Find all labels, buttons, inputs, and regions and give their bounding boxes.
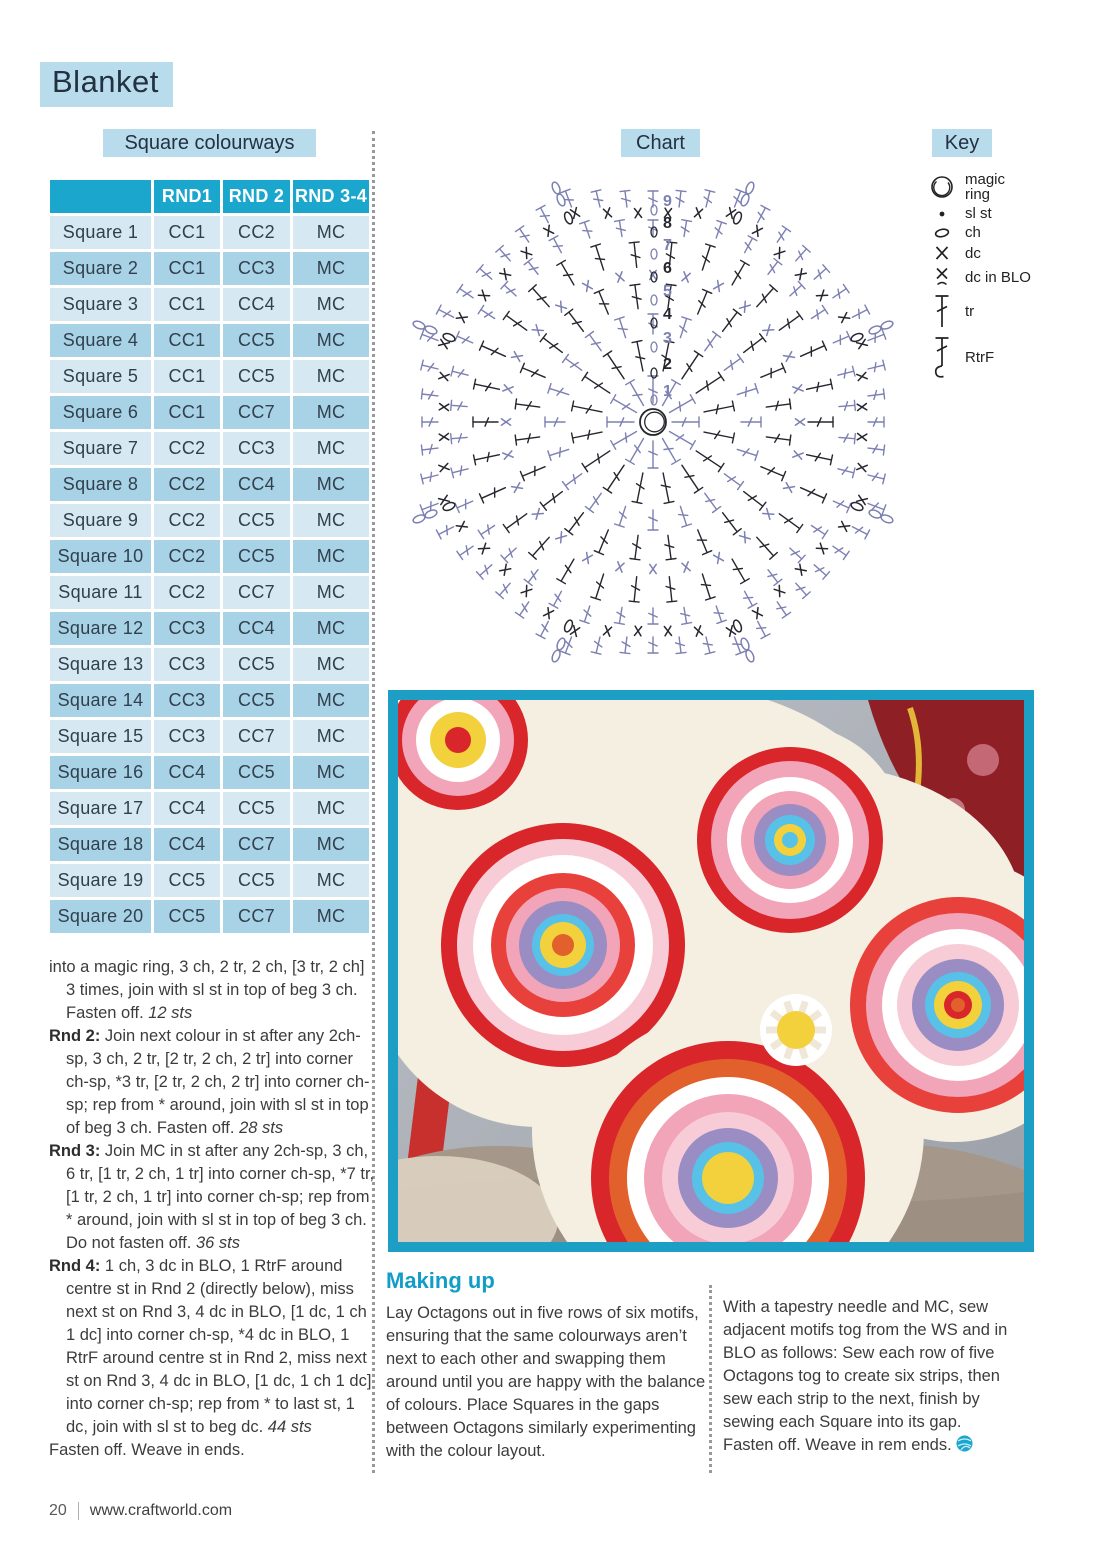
square-label-cell: Square 16 [50, 756, 151, 789]
round-number: 5 [663, 283, 672, 300]
yarn-ball-icon [956, 1435, 973, 1459]
colour-cell: CC1 [154, 216, 220, 249]
colour-cell: MC [293, 396, 369, 429]
instruction-text: 1 ch, 3 dc in BLO, 1 RtrF around centre st in Rnd 2 (directly below), miss next st on Rnd 3, 4 dc in BLO, [1 dc, 1 ch 1 dc] into corner ch-sp, *4 dc in BLO, 1 RtrF around centre st in Rnd 2, miss next st on Rnd 3, 4 dc in BLO, [1 dc, 1 ch 1 dc] into corner ch-sp; rep from * to last st, 1 dc, join with sl st to beg dc. [66, 1257, 372, 1436]
colour-cell: MC [293, 576, 369, 609]
colour-cell: MC [293, 216, 369, 249]
colour-cell: CC2 [154, 468, 220, 501]
key-item-label: dc [965, 244, 981, 262]
column-header: RND 2 [223, 180, 290, 213]
square-label-cell: Square 2 [50, 252, 151, 285]
making-up-paragraph: With a tapestry needle and MC, sew adjacent motifs tog from the WS and in BLO as follows: Sew each row of five Octagons tog to create six strips, then sew each strip to the next, finish by sewing each Square into its gap. [723, 1298, 1008, 1431]
chart-heading: Chart [621, 129, 700, 157]
page-number: 20 [49, 1502, 67, 1519]
round-number: 3 [663, 330, 672, 347]
sl-st-icon [927, 207, 957, 221]
colour-cell: CC3 [154, 648, 220, 681]
colour-cell: MC [293, 720, 369, 753]
table-row [50, 324, 369, 357]
page-footer [49, 1502, 232, 1520]
table-row [50, 252, 369, 285]
colour-cell: CC4 [223, 612, 290, 645]
website-url: www.craftworld.com [89, 1502, 233, 1519]
colour-cell: MC [293, 288, 369, 321]
colour-cell: CC5 [223, 684, 290, 717]
stitch-count: 44 sts [267, 1418, 312, 1436]
round-label: Rnd 2: [49, 1027, 101, 1045]
making-up-right-column [723, 1296, 1025, 1459]
making-up-paragraph: Lay Octagons out in five rows of six motifs, ensuring that the same colourways aren’t next to each other and swapping them around until you are happy with the balance of colours. Place Squares in the gaps between Octagons similarly experimenting with the colour layout. [386, 1304, 706, 1460]
square-label-cell: Square 7 [50, 432, 151, 465]
colour-cell: MC [293, 756, 369, 789]
key-item [927, 172, 1102, 202]
table-row [50, 360, 369, 393]
table-row [50, 216, 369, 249]
colour-cell: CC3 [154, 684, 220, 717]
blanket-photo-image [398, 700, 1024, 1242]
colour-cell: CC5 [154, 864, 220, 897]
table-row [50, 504, 369, 537]
key-item-label: ch [965, 224, 981, 241]
key-item-label: RtrF [965, 348, 995, 366]
colour-cell: MC [293, 864, 369, 897]
colour-cell: CC1 [154, 252, 220, 285]
key-item [927, 292, 1102, 330]
colour-cell: CC5 [223, 648, 290, 681]
table-row [50, 396, 369, 429]
column-header: RND1 [154, 180, 220, 213]
key-legend [927, 172, 1102, 384]
table-row [50, 756, 369, 789]
table-header-row [50, 180, 369, 213]
colour-cell: CC5 [154, 900, 220, 933]
colour-cell: CC2 [223, 216, 290, 249]
round-number: 9 [663, 193, 672, 210]
making-up-paragraph: Fasten off. Weave in rem ends. [723, 1434, 1025, 1459]
square-label-cell: Square 15 [50, 720, 151, 753]
key-heading: Key [932, 129, 992, 157]
colour-cell: CC1 [154, 324, 220, 357]
table-row [50, 648, 369, 681]
key-item [927, 225, 1102, 240]
colour-cell: CC2 [154, 540, 220, 573]
rtrf-icon [927, 334, 957, 380]
key-item-label: sl st [965, 205, 992, 222]
table-row [50, 900, 369, 933]
making-up-divider [709, 1285, 712, 1473]
colour-cell: MC [293, 612, 369, 645]
square-label-cell: Square 8 [50, 468, 151, 501]
square-label-cell: Square 11 [50, 576, 151, 609]
stitch-count: 28 sts [239, 1119, 284, 1137]
colour-cell: CC4 [154, 792, 220, 825]
round-number: 6 [663, 260, 672, 277]
colour-cell: MC [293, 684, 369, 717]
colour-cell: MC [293, 792, 369, 825]
instruction-paragraph [49, 956, 375, 1025]
colour-cell: CC5 [223, 324, 290, 357]
colour-cell: CC5 [223, 360, 290, 393]
colour-cell: MC [293, 252, 369, 285]
colourways-heading: Square colourways [103, 129, 316, 157]
corner-header [50, 180, 151, 213]
key-item [927, 266, 1102, 288]
round-number: 4 [663, 306, 672, 323]
stitch-count: 36 sts [195, 1234, 240, 1252]
square-label-cell: Square 9 [50, 504, 151, 537]
colour-cell: CC7 [223, 396, 290, 429]
colour-cell: CC4 [154, 756, 220, 789]
table-row [50, 792, 369, 825]
colour-cell: CC3 [154, 720, 220, 753]
table-row [50, 720, 369, 753]
round-label: Rnd 4: [49, 1257, 101, 1275]
crochet-chart-diagram [405, 164, 905, 679]
colour-cell: MC [293, 432, 369, 465]
colourways-table [47, 177, 372, 936]
colour-cell: CC2 [154, 504, 220, 537]
round-number: 7 [663, 237, 672, 254]
stitch-count: 12 sts [148, 1004, 193, 1022]
square-label-cell: Square 5 [50, 360, 151, 393]
key-item [927, 244, 1102, 262]
dc-blo-icon [927, 266, 957, 288]
colour-cell: CC3 [154, 612, 220, 645]
instruction-text: Join next colour in st after any 2ch-sp, 3 ch, 2 tr, [2 tr, 2 ch, 2 tr] into corner ch-sp, *3 tr, [2 tr, 2 ch, 2 tr] into corner ch-sp; rep from * around, join with sl st in top of beg 3 ch. Fasten off. [66, 1027, 370, 1137]
colour-cell: CC7 [223, 900, 290, 933]
key-item-label: tr [965, 302, 975, 320]
square-label-cell: Square 18 [50, 828, 151, 861]
colour-cell: CC1 [154, 396, 220, 429]
square-label-cell: Square 6 [50, 396, 151, 429]
colour-cell: CC2 [154, 576, 220, 609]
round-number: 2 [663, 356, 672, 373]
colour-cell: CC3 [223, 252, 290, 285]
instruction-paragraph [49, 1255, 375, 1439]
instruction-paragraph [49, 1025, 375, 1140]
colour-cell: CC1 [154, 288, 220, 321]
colour-cell: CC4 [223, 288, 290, 321]
round-label: Rnd 3: [49, 1142, 101, 1160]
colour-cell: MC [293, 828, 369, 861]
table-row [50, 684, 369, 717]
square-label-cell: Square 1 [50, 216, 151, 249]
colour-cell: CC5 [223, 864, 290, 897]
key-item-label: magic ring [965, 171, 1006, 203]
colour-cell: CC7 [223, 720, 290, 753]
square-label-cell: Square 12 [50, 612, 151, 645]
instruction-text: Join MC in st after any 2ch-sp, 3 ch, 6 tr, [1 tr, 2 ch, 1 tr] into corner ch-sp, *7 tr, [1 tr, 2 ch, 1 tr] into corner ch-sp; rep from * around, join with sl st in top of beg 3 ch. Do not fasten off. [66, 1142, 375, 1252]
tr-icon [927, 292, 957, 330]
square-label-cell: Square 10 [50, 540, 151, 573]
instruction-paragraph [49, 1439, 375, 1462]
key-item [927, 206, 1102, 221]
footer-divider [78, 1502, 79, 1520]
column-header: RND 3-4 [293, 180, 369, 213]
table-row [50, 288, 369, 321]
square-label-cell: Square 19 [50, 864, 151, 897]
blanket-photo [388, 690, 1034, 1252]
colour-cell: CC5 [223, 540, 290, 573]
page-title: Blanket [40, 62, 173, 107]
making-up-left-column [386, 1302, 708, 1463]
table-row [50, 828, 369, 861]
colour-cell: CC3 [223, 432, 290, 465]
colour-cell: MC [293, 540, 369, 573]
square-label-cell: Square 20 [50, 900, 151, 933]
colour-cell: MC [293, 648, 369, 681]
key-item-label: dc in BLO [965, 268, 1031, 286]
colour-cell: MC [293, 504, 369, 537]
table-row [50, 576, 369, 609]
dc-icon [927, 244, 957, 262]
colour-cell: CC1 [154, 360, 220, 393]
colour-cell: MC [293, 324, 369, 357]
square-label-cell: Square 4 [50, 324, 151, 357]
making-up-heading: Making up [386, 1268, 495, 1293]
square-label-cell: Square 13 [50, 648, 151, 681]
instruction-paragraph [49, 1140, 375, 1255]
round-number: 1 [663, 383, 672, 400]
table-row [50, 468, 369, 501]
table-row [50, 612, 369, 645]
colour-cell: CC7 [223, 828, 290, 861]
colour-cell: MC [293, 900, 369, 933]
magic-ring-icon [927, 172, 957, 202]
square-label-cell: Square 3 [50, 288, 151, 321]
colour-cell: CC7 [223, 576, 290, 609]
table-row [50, 432, 369, 465]
instruction-text: Fasten off. Weave in ends. [49, 1441, 245, 1459]
square-label-cell: Square 17 [50, 792, 151, 825]
table-row [50, 540, 369, 573]
round-number: 8 [663, 215, 672, 232]
colour-cell: CC5 [223, 504, 290, 537]
instruction-text: into a magic ring, 3 ch, 2 tr, 2 ch, [3 tr, 2 ch] 3 times, join with sl st in top of beg 3 ch. Fasten off. [49, 958, 365, 1022]
key-item [927, 334, 1102, 380]
colour-cell: MC [293, 468, 369, 501]
table-row [50, 864, 369, 897]
ch-icon [927, 226, 957, 240]
colour-cell: CC4 [223, 468, 290, 501]
colour-cell: CC4 [154, 828, 220, 861]
square-label-cell: Square 14 [50, 684, 151, 717]
colour-cell: CC2 [154, 432, 220, 465]
colour-cell: MC [293, 360, 369, 393]
colour-cell: CC5 [223, 792, 290, 825]
pattern-instructions [49, 956, 375, 1462]
colour-cell: CC5 [223, 756, 290, 789]
